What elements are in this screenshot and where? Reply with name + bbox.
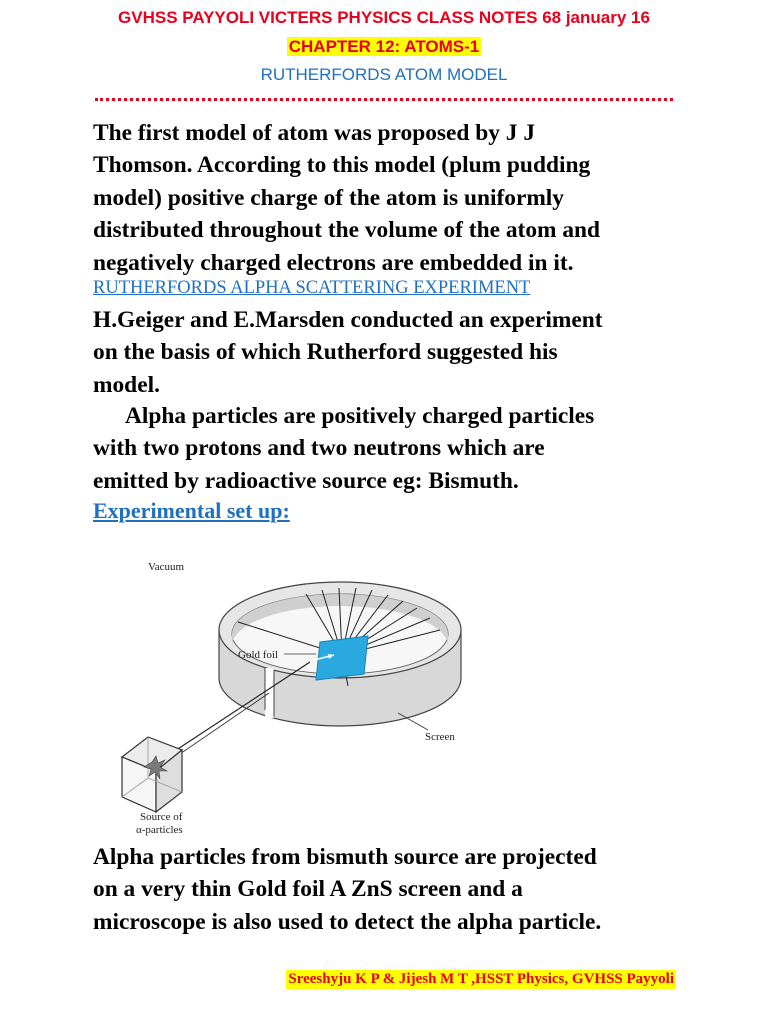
setup-heading-link[interactable]: Experimental set up:	[93, 498, 290, 523]
geiger-line: on the basis of which Rutherford suggested his	[93, 339, 558, 366]
alpha-line: emitted by radioactive source eg: Bismuth.	[93, 467, 519, 494]
dotted-divider	[95, 92, 673, 101]
alpha-paragraph	[93, 400, 693, 497]
alpha-line: with two protons and two neutrons which are	[93, 435, 545, 462]
topic-heading: RUTHERFORDS ATOM MODEL	[260, 65, 508, 84]
vacuum-label: Vacuum	[148, 561, 185, 573]
geiger-paragraph	[93, 304, 693, 401]
conclusion-line: Alpha particles from bismuth source are projected	[93, 844, 597, 870]
alpha-line	[93, 400, 693, 432]
alpha-line-text: Alpha particles are positively charged particles	[125, 403, 595, 429]
intro-line: The first model of atom was proposed by J J	[93, 120, 536, 146]
conclusion-paragraph	[93, 841, 693, 938]
intro-line: model) positive charge of the atom is uniformly	[93, 184, 564, 211]
chapter-title: CHAPTER 12: ATOMS-1	[288, 37, 480, 56]
author-footer: Sreeshyju K P & Jijesh M T ,HSST Physics, GVHSS Payyoli	[288, 971, 674, 987]
intro-line: negatively charged electrons are embedded in it.	[93, 249, 574, 276]
notes-title: GVHSS PAYYOLI VICTERS PHYSICS CLASS NOTES 68 january 16	[118, 8, 650, 27]
source-label-line1: Source of	[140, 811, 183, 823]
geiger-line: H.Geiger and E.Marsden conducted an experiment	[93, 307, 603, 333]
intro-line: Thomson. According to this model (plum pudding	[93, 152, 591, 179]
alpha-source-box	[122, 737, 182, 812]
gold-foil-label: Gold foil	[238, 649, 279, 661]
intro-paragraph	[93, 117, 693, 279]
chapter-heading	[0, 37, 768, 57]
conclusion-line: microscope is also used to detect the alpha particle.	[93, 908, 602, 935]
screen-label: Screen	[425, 731, 455, 743]
source-label-line2: α-particles	[136, 824, 183, 836]
experiment-heading-link[interactable]: RUTHERFORDS ALPHA SCATTERING EXPERIMENT	[93, 278, 531, 298]
conclusion-line: on a very thin Gold foil A ZnS screen and a	[93, 876, 523, 903]
geiger-line: model.	[93, 371, 160, 398]
experimental-setup-diagram	[110, 550, 490, 840]
intro-line: distributed throughout the volume of the atom and	[93, 217, 601, 244]
